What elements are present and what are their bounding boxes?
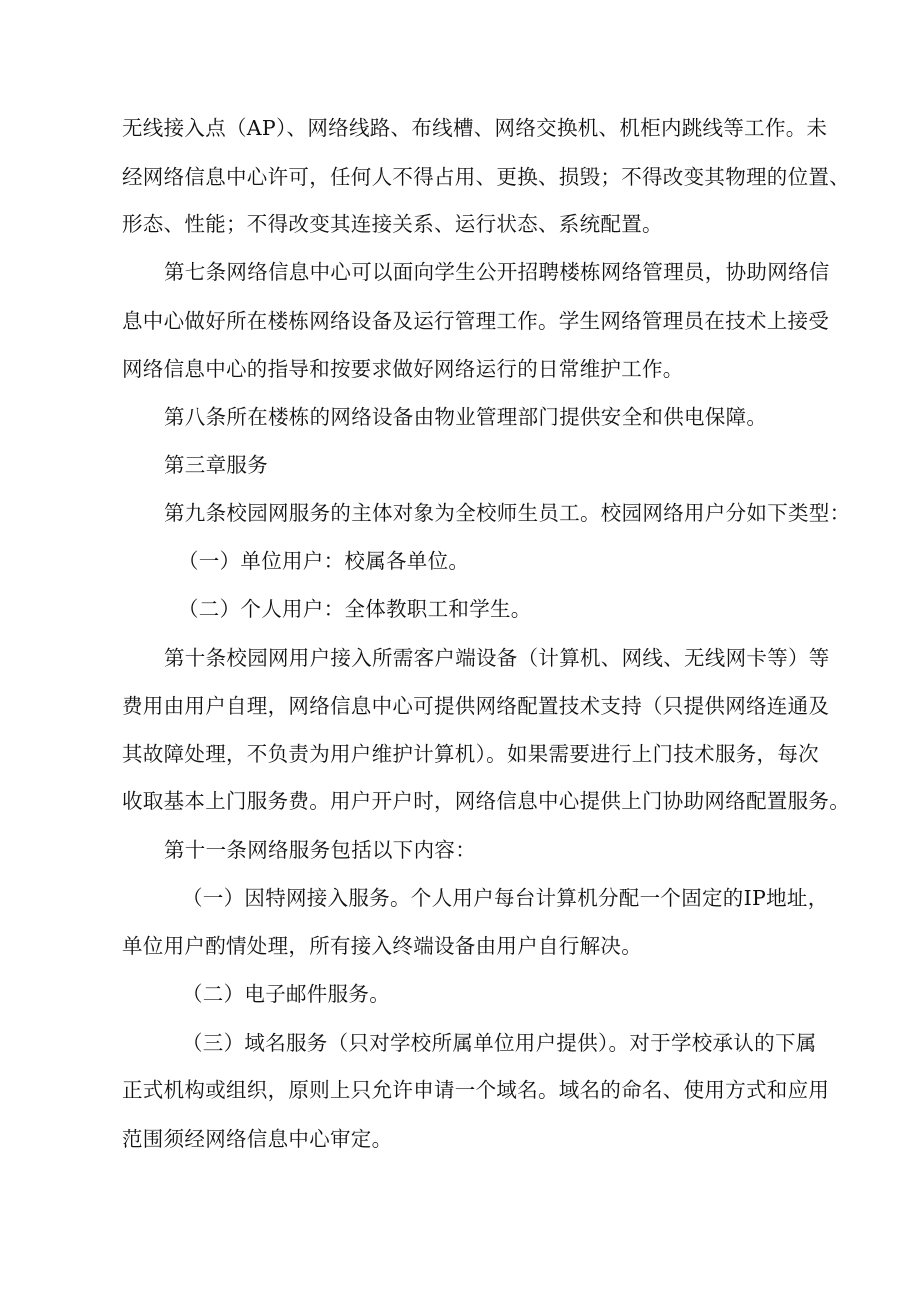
- text-line: [0, 682, 920, 730]
- text-line: [0, 393, 920, 441]
- line-text: 其故障处理，不负责为用户维护计算机）。如果需要进行上门技术服务，每次: [122, 742, 819, 766]
- line-text: 单位用户酌情处理，所有接入终端设备由用户自行解决。: [122, 934, 642, 958]
- text-line: [0, 200, 920, 248]
- chapter-title: 第三章服务: [164, 453, 268, 477]
- text-line: [0, 585, 920, 633]
- line-text: 正式机构或组织，原则上只允许申请一个域名。域名的命名、使用方式和应用: [122, 1078, 830, 1102]
- line-text: 第九条校园网服务的主体对象为全校师生员工。校园网络用户分如下类型：: [164, 501, 851, 525]
- text-line: [0, 1066, 920, 1114]
- line-text: 收取基本上门服务费。用户开户时，网络信息中心提供上门协助网络配置服务。: [122, 789, 850, 813]
- text-line: [0, 970, 920, 1018]
- line-text: （二）电子邮件服务。: [182, 982, 390, 1006]
- line-text: 经网络信息中心许可，任何人不得占用、更换、损毁；不得改变其物理的位置、: [122, 165, 850, 189]
- text-line: [0, 730, 920, 778]
- text-line: [0, 104, 920, 152]
- text-line: [0, 634, 920, 682]
- text-line: [0, 826, 920, 874]
- line-text: （三）域名服务（只对学校所属单位用户提供）。对于学校承认的下属: [182, 1031, 817, 1055]
- line-text: （一）因特网接入服务。个人用户每台计算机分配一个固定的IP地址，: [182, 886, 829, 910]
- line-text: 第十一条网络服务包括以下内容：: [164, 838, 476, 862]
- text-line: [0, 922, 920, 970]
- line-text: 无线接入点（AP）、网络线路、布线槽、网络交换机、机柜内跳线等工作。未: [122, 116, 828, 140]
- text-line: [0, 1019, 920, 1067]
- line-text: 第七条网络信息中心可以面向学生公开招聘楼栋网络管理员，协助网络信: [164, 260, 830, 284]
- line-text: （一）单位用户：校属各单位。: [178, 549, 470, 573]
- text-line: [0, 345, 920, 393]
- line-text: （二）个人用户：全体教职工和学生。: [178, 597, 532, 621]
- text-line: [0, 489, 920, 537]
- text-line: [0, 297, 920, 345]
- text-line: [0, 777, 920, 825]
- line-text: 费用由用户自理，网络信息中心可提供网络配置技术支持（只提供网络连通及: [122, 694, 830, 718]
- line-text: 网络信息中心的指导和按要求做好网络运行的日常维护工作。: [122, 357, 684, 381]
- text-line: [0, 153, 920, 201]
- line-text: 第十条校园网用户接入所需客户端设备（计算机、网线、无线网卡等）等: [164, 646, 830, 670]
- line-text: 息中心做好所在楼栋网络设备及运行管理工作。学生网络管理员在技术上接受: [122, 309, 830, 333]
- text-line: [0, 874, 920, 922]
- line-text: 第八条所在楼栋的网络设备由物业管理部门提供安全和供电保障。: [164, 405, 768, 429]
- text-line: [0, 537, 920, 585]
- line-text: 范围须经网络信息中心审定。: [122, 1127, 393, 1151]
- text-line: [0, 1115, 920, 1163]
- text-line: [0, 248, 920, 296]
- line-text: 形态、性能；不得改变其连接关系、运行状态、系统配置。: [122, 212, 663, 236]
- section-heading: [0, 441, 920, 489]
